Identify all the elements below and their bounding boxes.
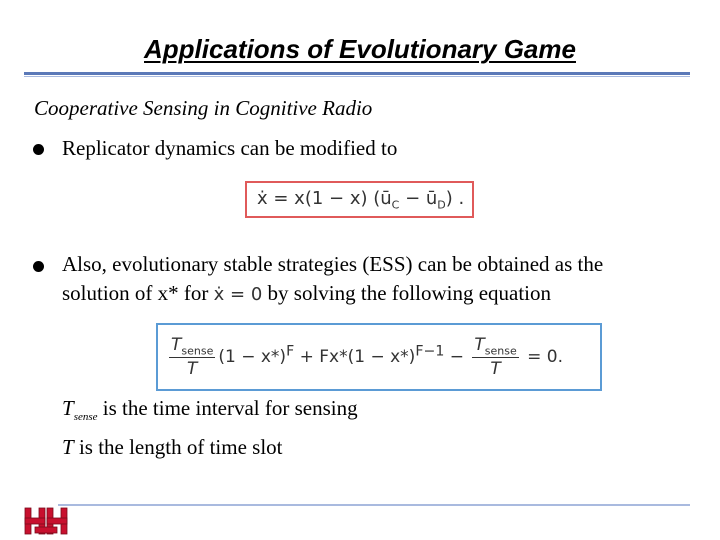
replicator-equation	[245, 181, 474, 218]
eq1-sub-c: C	[391, 198, 400, 212]
eq1-mid: − ū	[399, 187, 438, 209]
inline-equation: ẋ = 0	[213, 284, 263, 305]
bullet-1-text: Replicator dynamics can be modified to	[62, 136, 398, 160]
uh-interlocking-logo-icon	[23, 505, 69, 537]
bullet-2-suffix: by solving the following equation	[267, 281, 552, 305]
ess-equation	[156, 323, 602, 391]
eq2-frac-2-sub: sense	[484, 344, 517, 358]
eq2-frac-2	[472, 335, 518, 379]
eq1-lhs: ẋ = x(1 − x) (ū	[257, 187, 392, 209]
def1-text: is the time interval for sensing	[97, 396, 358, 420]
title-divider-thin	[24, 76, 690, 77]
eq2-exp-2: F−1	[415, 343, 445, 360]
eq2-frac-1-num: T	[171, 334, 182, 355]
bullet-2-line-1: Also, evolutionary stable strategies (ESS) can be obtained as the	[62, 252, 604, 276]
def2-text: is the length of time slot	[73, 435, 283, 459]
eq2-exp-1: F	[286, 343, 295, 360]
def1-subscript: sense	[73, 411, 98, 424]
eq2-frac-1-den: T	[186, 359, 198, 380]
bullet-dot-2	[33, 261, 44, 272]
definition-t-sense	[62, 396, 358, 423]
eq2-frac-1-sub: sense	[181, 344, 214, 358]
title-divider	[24, 72, 690, 75]
eq2-frac-1	[169, 335, 215, 379]
def1-symbol: T	[62, 396, 74, 420]
eq2-part-1: (1 − x*)	[218, 346, 287, 367]
eq1-end: ) .	[445, 187, 465, 209]
eq2-end: = 0.	[521, 346, 564, 367]
eq2-part-3: −	[444, 346, 470, 367]
definition-t	[62, 435, 283, 460]
bullet-2-prefix: solution of x* for	[62, 281, 209, 305]
eq1-sub-d: D	[437, 198, 446, 212]
footer-divider	[58, 504, 690, 506]
def2-symbol: T	[62, 435, 74, 459]
eq2-frac-2-num: T	[474, 334, 485, 355]
eq2-frac-2-den: T	[490, 359, 501, 380]
section-subtitle: Cooperative Sensing in Cognitive Radio	[34, 96, 373, 120]
bullet-dot-1	[33, 144, 44, 155]
eq2-part-2: + Fx*(1 − x*)	[294, 346, 416, 367]
slide-title: Applications of Evolutionary Game	[144, 34, 576, 64]
bullet-2-line-2	[62, 281, 551, 306]
